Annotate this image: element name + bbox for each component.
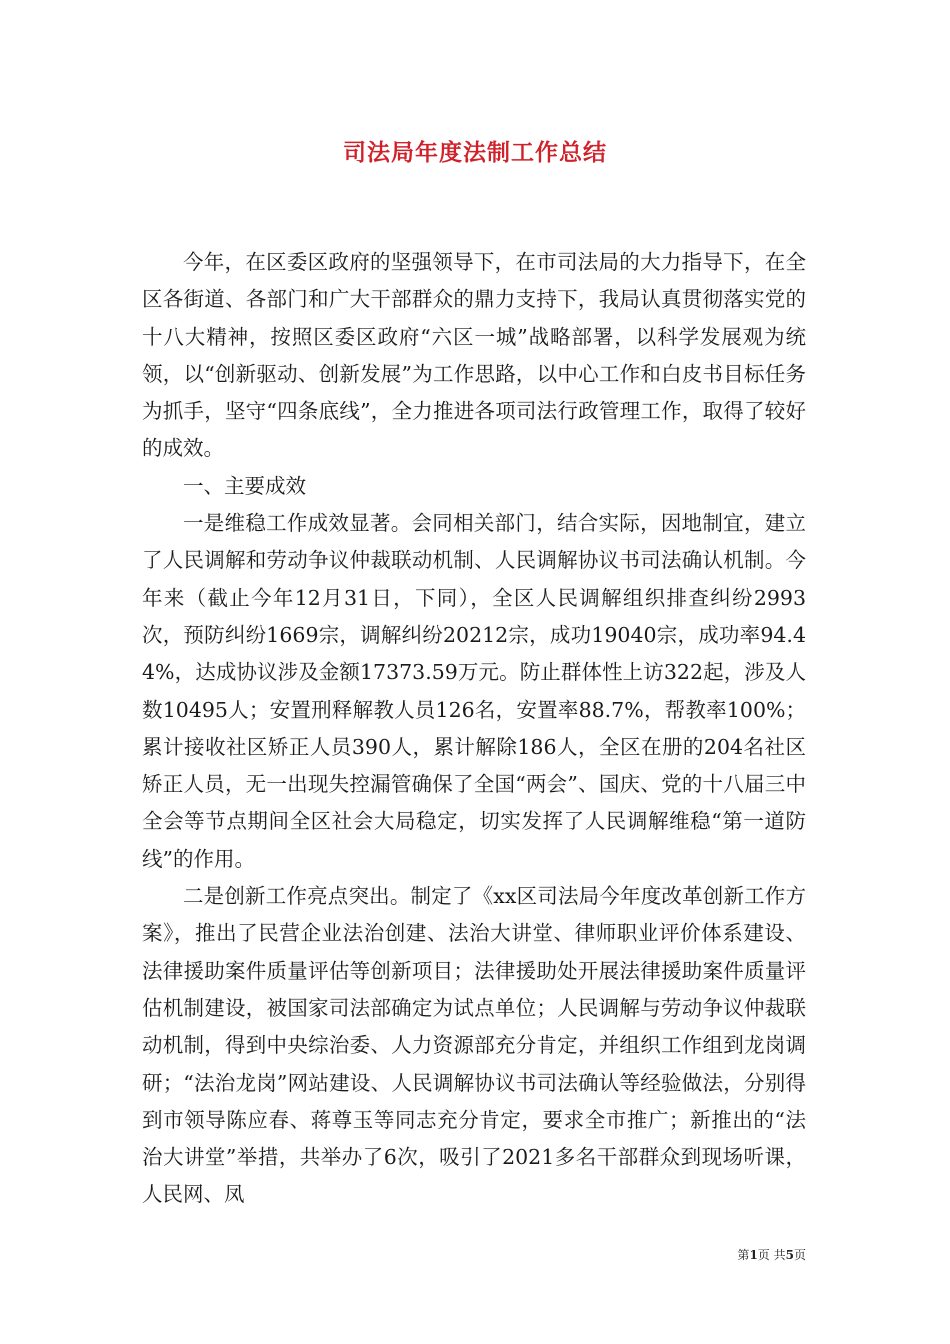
footer-middle: 页 共 — [757, 1248, 786, 1262]
document-title: 司法局年度法制工作总结 — [343, 140, 607, 166]
section-heading: 一、主要成效 — [183, 473, 306, 498]
document-body — [142, 244, 806, 1214]
page-footer — [737, 1246, 806, 1263]
intro-paragraph: 今年，在区委区政府的坚强领导下，在市司法局的大力指导下，在全区各街道、各部门和广大干部群众的鼎力支持下，我局认真贯彻落实党的十八大精神，按照区委区政府“六区一城”战略部署，以科学发展观为统领，以“创新驱动、创新发展”为工作思路，以中心工作和白皮书目标任务为抓手，坚守“四条底线”，全力推进各项司法行政管理工作，取得了较好的成效。 — [142, 250, 806, 461]
footer-prefix: 第 — [737, 1248, 750, 1262]
total-page-number: 5 — [785, 1248, 794, 1262]
body-paragraph: 一是维稳工作成效显著。会同相关部门，结合实际，因地制宜，建立了人民调解和劳动争议仲裁联动机制、人民调解协议书司法确认机制。今年来（截止今年12月31日，下同），全区人民调解组织排查纠纷2993次，预防纠纷1669宗，调解纠纷20212宗，成功19040宗，成功率94.44%，达成协议涉及金额17373.59万元。防止群体性上访322起，涉及人数10495人；安置刑释解教人员126名，安置率88.7%，帮教率100%；累计接收社区矫正人员390人，累计解除186人，全区在册的204名社区矫正人员，无一出现失控漏管确保了全国“两会”、国庆、党的十八届三中全会等节点期间全区社会大局稳定，切实发挥了人民调解维稳“第一道防线”的作用。 — [142, 511, 806, 871]
current-page-number: 1 — [749, 1248, 758, 1262]
body-paragraph: 二是创新工作亮点突出。制定了《xx区司法局今年度改革创新工作方案》，推出了民营企业法治创建、法治大讲堂、律师职业评价体系建设、法律援助案件质量评估等创新项目；法律援助处开展法律援助案件质量评估机制建设，被国家司法部确定为试点单位；人民调解与劳动争议仲裁联动机制，得到中央综治委、人力资源部充分肯定，并组织工作组到龙岗调研；“法治龙岗”网站建设、人民调解协议书司法确认等经验做法，分别得到市领导陈应春、蒋尊玉等同志充分肯定，要求全市推广；新推出的“法治大讲堂”举措，共举办了6次，吸引了2021多名干部群众到现场听课，人民网、凤 — [142, 884, 806, 1207]
footer-suffix: 页 — [793, 1248, 806, 1262]
